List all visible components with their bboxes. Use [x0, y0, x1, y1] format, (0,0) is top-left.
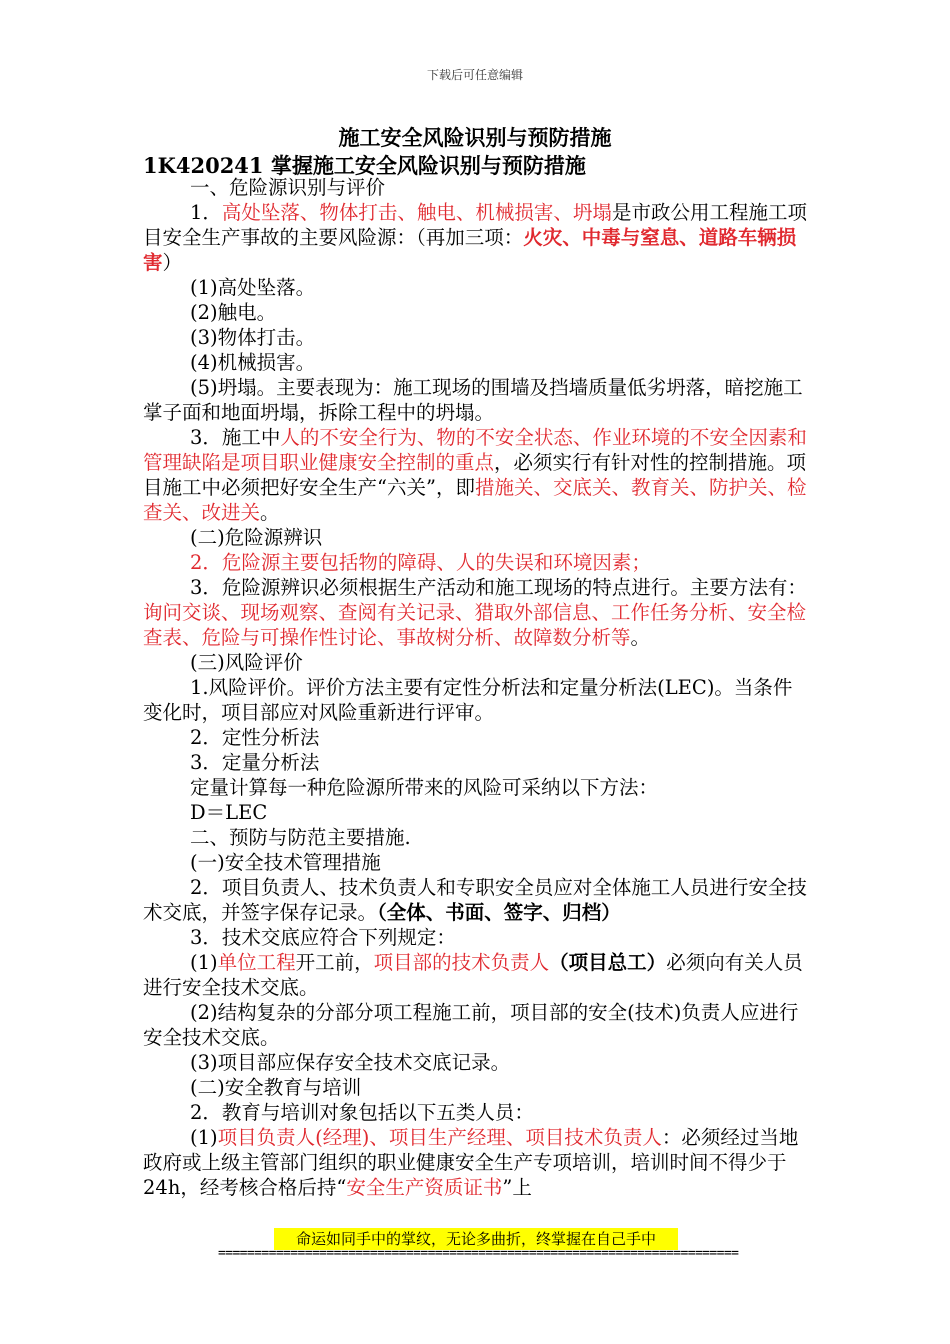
- paragraph-training: 2．教育与培训对象包括以下五类人员：: [190, 1101, 534, 1124]
- text: 3．危险源辨识必须根据生产活动和施工现场的特点进行。主要方法有：: [190, 576, 807, 599]
- text: (1): [190, 951, 218, 974]
- text: 2．项目负责人、技术负责人和专职安全员应对全体施工人员进行安全技术交底，并签字保存记录。: [143, 876, 807, 924]
- text: (1): [190, 1126, 218, 1149]
- paragraph-risk-sources: [143, 200, 808, 275]
- section-code-title: 1K420241 掌握施工安全风险识别与预防措施: [143, 153, 586, 178]
- list-item: (2)触电。: [190, 301, 277, 324]
- paragraph-calc: 定量计算每一种危险源所带来的风险可采纳以下方法：: [190, 776, 659, 799]
- text: ）: [162, 251, 183, 274]
- section-1-heading: 一、危险源识别与评价: [190, 176, 386, 199]
- list-item: (5)坍塌。主要表现为：施工现场的围墙及挡墙质量低劣坍落，暗挖施工掌子面和地面坍塌，拆除工程中的坍塌。: [143, 376, 803, 424]
- paragraph-risk-evaluation: 1.风险评价。评价方法主要有定性分析法和定量分析法(LEC)。当条件变化时，项目部应对风险重新进行评审。: [143, 676, 793, 724]
- highlight-text: 项目部的技术负责人: [373, 951, 550, 974]
- list-item: 3．定量分析法: [190, 751, 320, 774]
- paragraph-rules: 3．技术交底应符合下列规定：: [190, 926, 456, 949]
- bold-text: （项目总工）: [549, 951, 667, 974]
- text: 3．施工中: [190, 426, 281, 449]
- list-item: (4)机械损害。: [190, 351, 316, 374]
- list-item: [143, 1125, 808, 1200]
- list-item: 2．定性分析法: [190, 726, 320, 749]
- footer-quote-banner: 命运如同手中的掌纹，无论多曲折，终掌握在自己手中: [274, 1228, 678, 1250]
- highlight-text: 项目负责人(经理)、项目生产经理、项目技术负责人: [217, 1126, 662, 1149]
- formula: D＝LEC: [190, 801, 268, 824]
- highlight-text: 措施关、交底关、教育关、防护关、检查关、改进关: [143, 476, 807, 524]
- list-item: (3)物体打击。: [190, 326, 316, 349]
- highlight-text: 高处坠落、物体打击、触电、机械损害、坍塌: [221, 201, 612, 224]
- subsection-heading: (三)风险评价: [190, 651, 303, 674]
- section-2-heading: 二、预防与防范主要措施.: [190, 826, 411, 849]
- highlight-text: 人的不安全行为、物的不安全状态、作业环境的不安全因素和管理缺陷是项目职业健康安全控制的重点: [143, 426, 807, 474]
- highlight-text: 单位工程: [217, 951, 296, 974]
- footer-divider: ========================================================================: [218, 1246, 739, 1261]
- text: ：必须经过当地政府或上级主管部门组织的职业健康安全生产专项培训，培训时间不得少于 24h，经考核合格后持“: [143, 1126, 799, 1199]
- highlight-text: 火灾、中毒与窒息、道路车辆损害: [143, 226, 797, 274]
- paragraph-identification-methods: [143, 575, 808, 650]
- list-item: (2)结构复杂的分部分项工程施工前，项目部的安全(技术)负责人应进行安全技术交底。: [143, 1001, 799, 1049]
- bold-text: （全体、书面、签字、归档）: [377, 901, 621, 924]
- text: 开工前，: [295, 951, 374, 974]
- text: 。: [260, 501, 280, 524]
- document-body: [143, 175, 808, 1200]
- subsection-heading: (二)危险源辨识: [190, 526, 323, 549]
- paragraph-safety-briefing: [143, 875, 808, 925]
- text: 。: [630, 626, 651, 649]
- text: 1．: [190, 201, 222, 224]
- text: ，必须实行有针对性的控制措施。项目施工中必须把好安全生产“六关”，即: [143, 451, 807, 499]
- subsection-heading: (二)安全教育与培训: [190, 1076, 362, 1099]
- subsection-heading: (一)安全技术管理措施: [190, 851, 381, 874]
- paragraph-hazard-types: 2．危险源主要包括物的障碍、人的失误和环境因素；: [190, 551, 651, 574]
- highlight-text: 询问交谈、现场观察、查阅有关记录、猎取外部信息、工作任务分析、安全检查表、危险与可操作性讨论、事故树分析、故障数分析等: [143, 601, 807, 649]
- text: ”上: [502, 1176, 532, 1199]
- header-note: 下载后可任意编辑: [426, 68, 523, 82]
- highlight-text: 安全生产资质证书: [346, 1176, 503, 1199]
- text: 必须向有关人员进行安全技术交底。: [143, 951, 803, 999]
- paragraph-control-focus: [143, 425, 808, 525]
- text: 是市政公用工程施工项目安全生产事故的主要风险源：（再加三项：: [143, 201, 807, 249]
- page-title: 施工安全风险识别与预防措施: [338, 125, 612, 150]
- list-item: [143, 950, 808, 1000]
- list-item: (3)项目部应保存安全技术交底记录。: [190, 1051, 511, 1074]
- list-item: (1)高处坠落。: [190, 276, 316, 299]
